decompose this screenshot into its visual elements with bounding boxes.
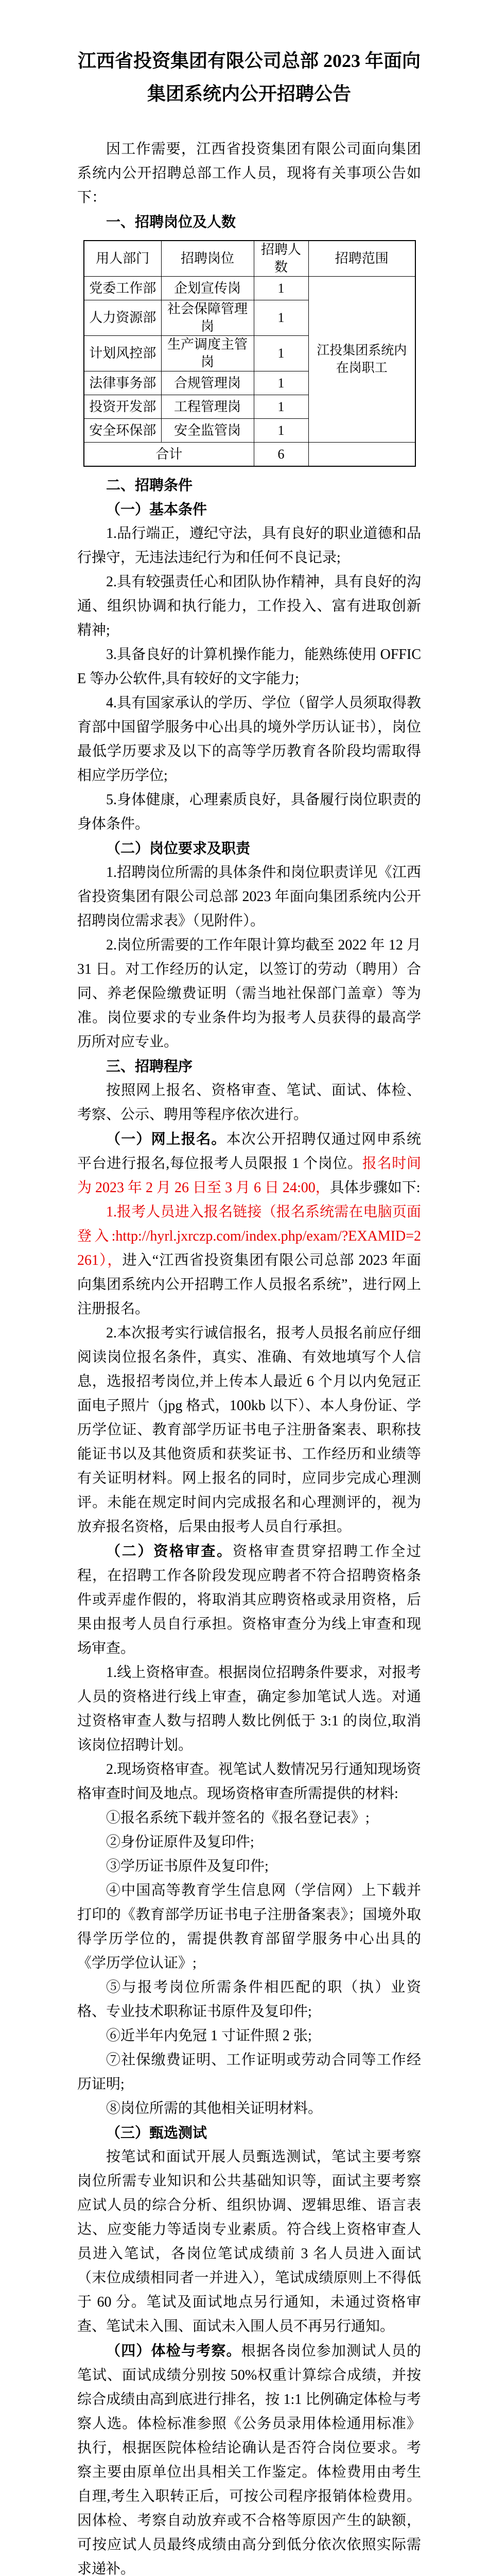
cell-headcount: 1	[254, 395, 308, 419]
section2-heading: 二、招聘条件	[106, 477, 193, 493]
registration-deadline-red-text: 报名时间为 2023 年 2 月 26 日至 3 月 6 日 24:00，	[77, 1156, 421, 1196]
basic-condition-item-2: 2.具有较强责任心和团队协作精神，具有良好的沟通、组织协调和执行能力，工作投入、富有进取创新精神;	[77, 574, 421, 638]
col-header-scope: 招聘范围	[308, 241, 415, 277]
cell-post: 企划宣传岗	[161, 277, 254, 300]
table-header-row	[84, 241, 415, 277]
cell-headcount: 1	[254, 300, 308, 336]
section3-heading: 三、招聘程序	[106, 1058, 193, 1074]
post-requirement-item-2: 2.岗位所需要的工作年限计算均截至 2022 年 12 月 31 日。对工作经历的认定，以签订的劳动（聘用）合同、养老保险缴费证明（需当地社保部门盖章）等为准。岗位要求的专业条件均为报考人员获得的最高学历所对应专业。	[77, 937, 421, 1050]
cell-post: 社会保障管理岗	[161, 300, 254, 336]
col-header-headcount: 招聘人数	[254, 241, 308, 277]
material-item-4: ④中国高等教育学生信息网（学信网）上下载并打印的《教育部学历证书电子注册备案表》；国境外取得学历学位的，需提供教育部留学服务中心出具的《学历学位认证》;	[77, 1883, 421, 1971]
material-item-3: ③学历证书原件及复印件;	[106, 1858, 269, 1874]
selection-test-paragraph: 按笔试和面试开展人员甄选测试，笔试主要考察岗位所需专业知识和公共基础知识等，面试主要考察应试人员的综合分析、组织协调、逻辑思维、语言表达、应变能力等适岗专业素质。符合线上资格审查人员进入笔试，各岗位笔试成绩前 3 名人员进入面试（末位成绩相同者一并进入），笔试成绩原则上不得低于 60 分。笔试及面试地点另行通知，未通过资格审查、笔试未入围、面试未入围人员不再另行通知。	[77, 2149, 421, 2334]
cell-department: 计划风控部	[84, 336, 161, 371]
basic-condition-item-3: 3.具备良好的计算机操作能力，能熟练使用 OFFICE 等办公软件,具有较好的文字能力;	[77, 647, 421, 687]
section1-heading: 一、招聘岗位及人数	[106, 214, 236, 230]
cell-total-label: 合计	[84, 443, 254, 467]
qualification-review-paragraph	[77, 1539, 421, 1660]
physical-exam-text: 根据各岗位参加测试人员的笔试、面试成绩分别按 50%权重计算综合成绩，并按综合成绩由高到底进行排名，按 1:1 比例确定体检与考察人选。体检标准参照《公务员录用体检通用标准》执行，根据医院体检结论确认是否符合岗位要求。考察主要由原单位出具相关工作鉴定。体检费用由考生自理,考生入职转正后，可按公司程序报销体检费用。因体检、考察自动放弃或不合格等原因产生的缺额，可按应试人员最终成绩由高分到低分依次依照实际需求递补。	[77, 2343, 421, 2576]
cell-department: 法律事务部	[84, 371, 161, 395]
cell-post: 工程管理岗	[161, 395, 254, 419]
online-registration-lead: （一）网上报名。	[106, 1131, 226, 1147]
registration-step1-text: 进入“江西省投资集团有限公司总部 2023 年面向集团系统内公开招聘工作人员报名系统”，进行网上注册报名。	[77, 1252, 421, 1317]
document-title	[77, 44, 421, 110]
material-item-6: ⑥近半年内免冠 1 寸证件照 2 张;	[106, 2028, 312, 2044]
registration-step2-paragraph: 2.本次报考实行诚信报名，报考人员报名前应仔细阅读岗位报名条件，真实、准确、有效地填写个人信息，选报招考岗位,并上传本人最近 6 个月以内免冠正面电子照片（jpg 格式，100kb 以下）、本人身份证、学历学位证、教育部学历证书电子注册备案表、职称技能证书以及其他资质和获奖证书、工作经历和业绩等有关证明材料。网上报名的同时，应同步完成心理测评。未能在规定时间内完成报名和心理测评的，视为放弃报名资格，后果由报考人员自行承担。	[77, 1325, 421, 1535]
cell-scope: 江投集团系统内在岗职工	[308, 277, 415, 443]
material-item-5: ⑤与报考岗位所需条件相匹配的职（执）业资格、专业技术职称证书原件及复印件;	[77, 1979, 421, 2020]
intro-paragraph: 因工作需要，江西省投资集团有限公司面向集团系统内公开招聘总部工作人员，现将有关事项公告如下：	[77, 141, 421, 206]
cell-post: 安全监管岗	[161, 419, 254, 443]
online-registration-paragraph	[77, 1127, 421, 1200]
registration-steps-label: 具体步骤如下:	[329, 1180, 421, 1196]
material-item-1: ①报名系统下载并签名的《报名登记表》;	[106, 1810, 370, 1826]
cell-department: 人力资源部	[84, 300, 161, 336]
cell-post: 生产调度主管岗	[161, 336, 254, 371]
basic-condition-item-4: 4.具有国家承认的学历、学位（留学人员须取得教育部中国留学服务中心出具的境外学历认证书），岗位最低学历要求及以下的高等学历教育各阶段均需取得相应学历学位;	[77, 695, 421, 784]
cell-headcount: 1	[254, 419, 308, 443]
online-review-paragraph: 1.线上资格审查。根据岗位招聘条件要求，对报考人员的资格进行线上审查，确定参加笔试人选。对通过资格审查人数与招聘人数比例低于 3:1 的岗位,取消该岗位招聘计划。	[77, 1665, 421, 1753]
online-registration-text: 本次公开招聘仅通过网申系统平台进行报名,每位报考人员限报 1 个岗位。	[77, 1131, 421, 1172]
title-line-2: 集团系统内公开招聘公告	[147, 83, 351, 104]
basic-condition-item-1: 1.品行端正，遵纪守法，具有良好的职业道德和品行操守，无违法违纪行为和任何不良记录;	[77, 526, 421, 566]
table-row	[84, 277, 415, 300]
selection-test-heading: （三）甄选测试	[106, 2125, 207, 2141]
col-header-department: 用人部门	[84, 241, 161, 277]
material-item-7: ⑦社保缴费证明、工作证明或劳动合同等工作经历证明;	[77, 2052, 421, 2092]
cell-department: 安全环保部	[84, 419, 161, 443]
cell-total-scope-empty	[308, 443, 415, 467]
qualification-review-lead: （二）资格审查。	[106, 1543, 233, 1559]
post-requirements-heading: （二）岗位要求及职责	[106, 840, 251, 856]
qualification-review-text: 资格审查贯穿招聘工作全过程，在招聘工作各阶段发现应聘者不符合招聘资格条件或弄虚作假的，将取消其应聘资格或录用资格，后果由报考人员自行承担。资格审查分为线上审查和现场审查。	[77, 1544, 421, 1656]
cell-post: 合规管理岗	[161, 371, 254, 395]
basic-condition-item-5: 5.身体健康，心理素质良好，具备履行岗位职责的身体条件。	[77, 792, 421, 832]
cell-headcount: 1	[254, 277, 308, 300]
cell-total-value: 6	[254, 443, 308, 467]
title-line-1: 江西省投资集团有限公司总部 2023 年面向	[77, 50, 421, 71]
basic-conditions-heading: （一）基本条件	[106, 501, 207, 517]
cell-headcount: 1	[254, 336, 308, 371]
physical-exam-lead: （四）体检与考察。	[106, 2343, 241, 2359]
registration-link-red-text: 1.报考人员进入报名链接（报名系统需在电脑页面登入:http://hyrl.jxrczp.com/index.php/exam/?EXAMID=2261），	[77, 1204, 421, 1268]
physical-exam-paragraph	[77, 2338, 421, 2576]
cell-department: 投资开发部	[84, 395, 161, 419]
procedure-intro-paragraph: 按照网上报名、资格审查、笔试、面试、体检、考察、公示、聘用等程序依次进行。	[77, 1082, 421, 1123]
onsite-review-paragraph: 2.现场资格审查。视笔试人数情况另行通知现场资格审查时间及地点。现场资格审查所需提供的材料:	[77, 1761, 421, 1802]
registration-step1-paragraph	[77, 1200, 421, 1321]
recruitment-table	[83, 240, 416, 467]
material-item-2: ②身份证原件及复印件;	[106, 1834, 254, 1850]
table-total-row	[84, 443, 415, 467]
material-item-8: ⑧岗位所需的其他相关证明材料。	[106, 2100, 323, 2116]
post-requirement-item-1: 1.招聘岗位所需的具体条件和岗位职责详见《江西省投资集团有限公司总部 2023 年面向集团系统内公开招聘岗位需求表》（见附件）。	[77, 865, 421, 929]
cell-headcount: 1	[254, 371, 308, 395]
col-header-post: 招聘岗位	[161, 241, 254, 277]
cell-department: 党委工作部	[84, 277, 161, 300]
